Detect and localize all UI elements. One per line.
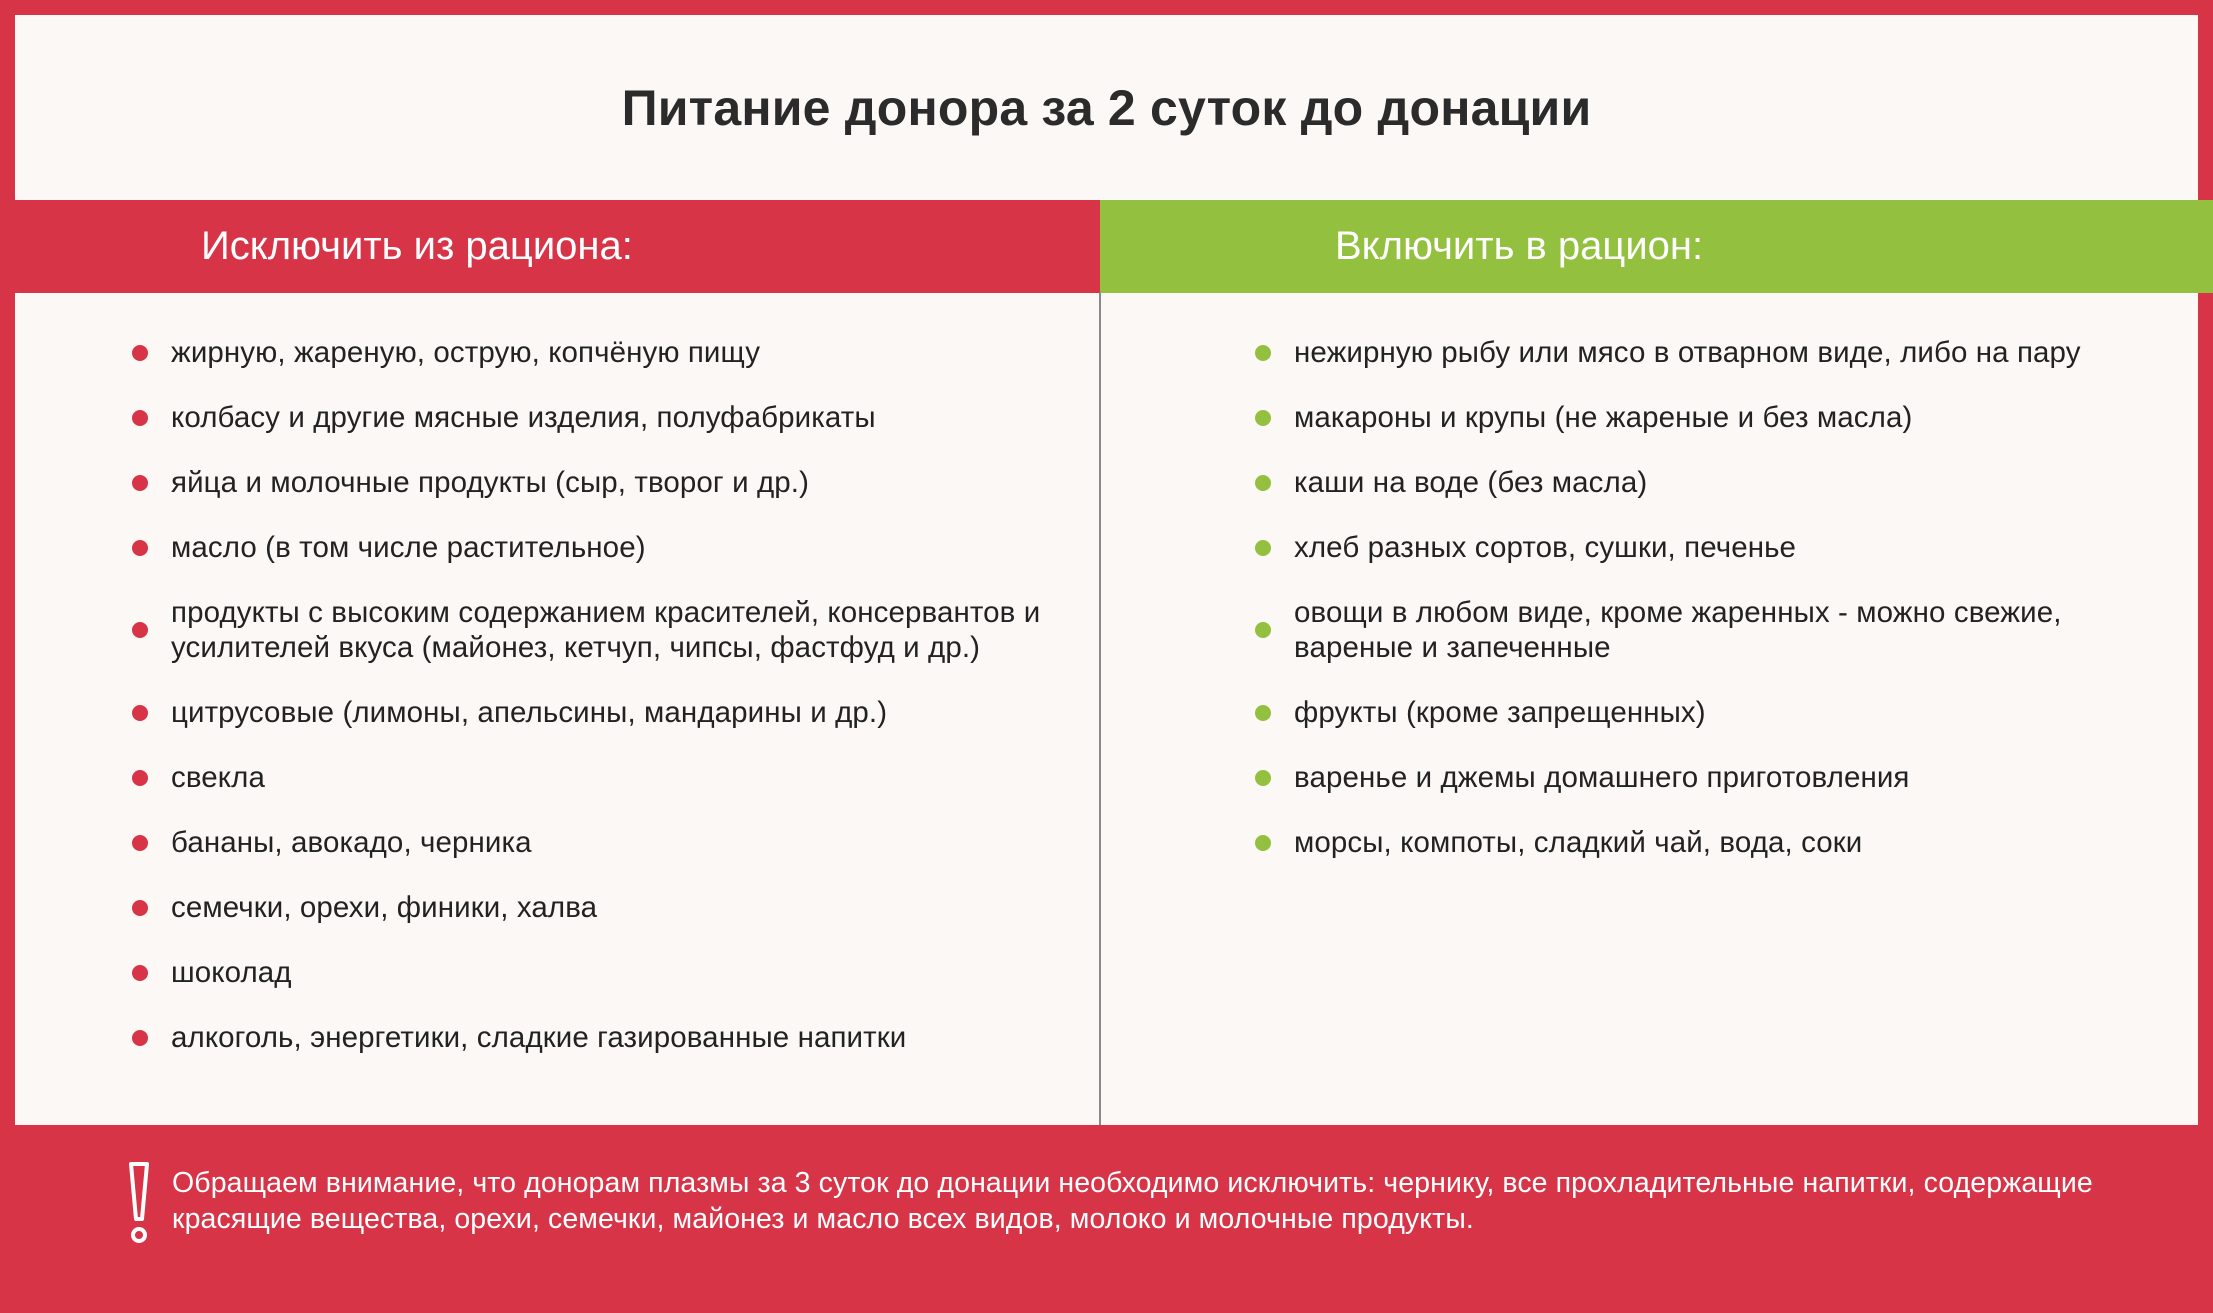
include-item [1294,695,2174,730]
exclude-header [0,200,1100,293]
bullet-icon [132,540,148,556]
exclude-item-text: свекла [171,761,265,794]
include-item-text: морсы, компоты, сладкий чай, вода, соки [1294,826,1863,859]
exclude-item-text: масло (в том числе растительное) [171,531,646,564]
exclude-item [171,890,1081,925]
title-area [15,15,2198,200]
bullet-icon [1255,705,1271,721]
bullet-icon [1255,475,1271,491]
exclude-item [171,530,1081,565]
bullet-icon [132,1030,148,1046]
include-item-text: нежирную рыбу или мясо в отварном виде, либо на пару [1294,336,2081,369]
exclude-item-text: бананы, авокадо, черника [171,826,532,859]
bullet-icon [132,475,148,491]
include-item [1294,400,2174,435]
bullet-icon [132,835,148,851]
exclude-item [171,400,1081,435]
bullet-icon [1255,622,1271,638]
include-item-text: каши на воде (без масла) [1294,466,1648,499]
note-text: Обращаем внимание, что донорам плазмы за 3 суток до донации необходимо исключить: чернику, все прохладительные напитки, содержащие красящие вещества, орехи, семечки, майонез и масло всех видов, молоко и молочные продукты. [172,1167,2093,1235]
include-list [1294,335,2174,890]
exclude-item [171,1020,1081,1055]
bullet-icon [1255,410,1271,426]
exclude-item [171,760,1081,795]
bullet-icon [132,770,148,786]
plasma-donor-note [0,1125,2213,1313]
column-divider [1099,293,1101,1125]
bullet-icon [132,410,148,426]
include-item-text: фрукты (кроме запрещенных) [1294,696,1706,729]
bullet-icon [132,965,148,981]
include-header [1100,200,2213,293]
include-item [1294,825,2174,860]
exclude-item [171,955,1081,990]
bullet-icon [132,900,148,916]
content-panel [15,15,2198,1125]
bullet-icon [132,705,148,721]
include-item-text: варенье и джемы домашнего приготовления [1294,761,1910,794]
exclude-item [171,335,1081,370]
include-heading: Включить в рацион: [1335,224,1704,268]
column-headers [0,200,2213,293]
include-item [1294,595,2174,665]
exclude-item-text: яйца и молочные продукты (сыр, творог и др.) [171,466,810,499]
exclude-item [171,825,1081,860]
exclude-item-text: продукты с высоким содержанием красителей, консервантов и усилителей вкуса (майонез, кетчуп, чипсы, фастфуд и др.) [171,596,1041,664]
include-item [1294,335,2174,370]
page-title: Питание донора за 2 суток до донации [621,79,1592,136]
include-item [1294,760,2174,795]
include-item [1294,530,2174,565]
include-item-text: овощи в любом виде, кроме жаренных - можно свежие, вареные и запеченные [1294,596,2062,664]
exclude-item-text: алкоголь, энергетики, сладкие газированные напитки [171,1021,907,1054]
exclude-item-text: семечки, орехи, финики, халва [171,891,598,924]
bullet-icon [1255,835,1271,851]
bullet-icon [1255,540,1271,556]
exclude-item-text: жирную, жареную, острую, копчёную пищу [171,336,761,369]
exclude-item-text: цитрусовые (лимоны, апельсины, мандарины и др.) [171,696,888,729]
bullet-icon [1255,770,1271,786]
exclude-item-text: колбасу и другие мясные изделия, полуфабрикаты [171,401,876,434]
exclude-item [171,465,1081,500]
exclamation-icon [126,1161,152,1245]
bullet-icon [132,622,148,638]
exclude-item [171,595,1081,665]
include-item-text: хлеб разных сортов, сушки, печенье [1294,531,1797,564]
bullet-icon [132,345,148,361]
include-item-text: макароны и крупы (не жареные и без масла) [1294,401,1913,434]
exclude-item-text: шоколад [171,956,292,989]
include-item [1294,465,2174,500]
bullet-icon [1255,345,1271,361]
exclude-item [171,695,1081,730]
exclude-list [171,335,1081,1085]
exclude-heading: Исключить из рациона: [201,224,633,268]
